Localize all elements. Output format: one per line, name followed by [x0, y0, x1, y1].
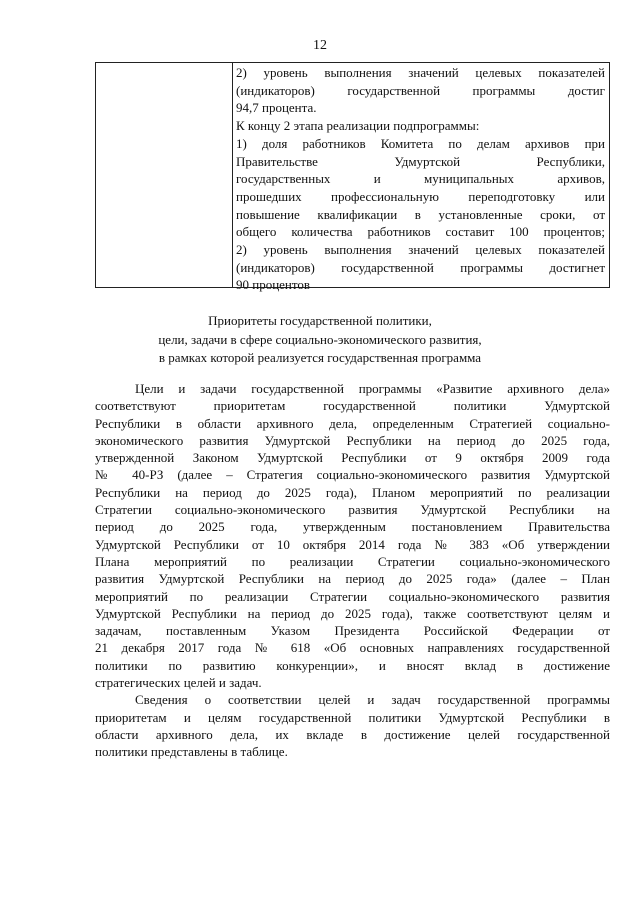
- paragraph-line: Республики в области архивного дела, определенным Стратегией социально-: [95, 415, 610, 431]
- paragraph-line: Республики на период до 2025 года), Планом мероприятий по реализации: [95, 484, 610, 500]
- program-table: [95, 62, 610, 293]
- table-line: повышение квалификации в установленные сроки, от: [236, 206, 605, 222]
- table-line: Правительстве Удмуртской Республики,: [236, 153, 605, 169]
- table-line: прошедших профессиональную переподготовку или: [236, 188, 605, 204]
- paragraph-line: Сведения о соответствии целей и задач государственной программы: [135, 692, 610, 708]
- table-line: 94,7 процента.: [236, 100, 317, 116]
- paragraph-line: области архивного дела, их вкладе в достижение целей государственной: [95, 726, 610, 742]
- paragraph-line: задачам, поставленным Указом Президента Российской Федерации от: [95, 623, 610, 639]
- paragraph-line: период до 2025 года, утвержденным постановлением Правительства: [95, 519, 610, 535]
- paragraph-line: соответствуют приоритетам государственной политики Удмуртской: [95, 398, 610, 414]
- table-line: К концу 2 этапа реализации подпрограммы:: [236, 118, 480, 134]
- table-right-cell: [236, 64, 605, 294]
- paragraph-line: стратегических целей и задач.: [95, 675, 262, 691]
- paragraph-line: утвержденной Законом Удмуртской Республики от 9 октября 2009 года: [95, 450, 610, 466]
- heading-line: Приоритеты государственной политики,: [208, 313, 432, 328]
- table-line: 1) доля работников Комитета по делам архивов при: [236, 135, 605, 151]
- paragraph-1: [95, 380, 610, 691]
- paragraph-line: № 40-РЗ (далее – Стратегия социально-экономического развития Удмуртской: [95, 467, 610, 483]
- table-line: (индикаторов) государственной программы достиг: [236, 82, 605, 98]
- heading-line: цели, задачи в сфере социально-экономического развития,: [158, 331, 482, 347]
- table-line: 2) уровень выполнения значений целевых показателей: [236, 65, 605, 80]
- table-line: 90 процентов: [236, 277, 311, 293]
- heading-line: в рамках которой реализуется государственная программа: [158, 350, 482, 365]
- paragraph-line: политики представлены в таблице.: [95, 744, 288, 760]
- paragraph-line: экономического развития Удмуртской Республики на период до 2025 года,: [95, 432, 610, 448]
- table-line: (индикаторов) государственной программы достигнет: [236, 259, 605, 275]
- paragraph-line: Удмуртской Республики от 10 октября 2014 года № 383 «Об утверждении: [95, 536, 610, 552]
- paragraph-line: мероприятий по реализации Стратегии социально-экономического развития: [95, 588, 610, 604]
- paragraph-line: приоритетам и целям государственной политики Удмуртской Республики в: [95, 709, 610, 725]
- paragraph-line: Стратегии социально-экономического развития Удмуртской Республики на: [95, 502, 610, 518]
- page-number: 12: [313, 38, 327, 53]
- table-line: общего количества работников составит 100 процентов;: [236, 224, 605, 240]
- section-heading: [0, 312, 640, 368]
- paragraph-line: Плана мероприятий по реализации Стратегии социально-экономического: [95, 553, 610, 569]
- paragraph-2: [95, 691, 610, 760]
- body-text: [95, 380, 610, 761]
- paragraph-line: Удмуртской Республики на период до 2025 года), также соответствуют целям и: [95, 605, 610, 621]
- table-left-cell: [96, 63, 233, 287]
- paragraph-line: политики по развитию конкуренции», и вносят вклад в достижение: [95, 657, 610, 673]
- paragraph-line: развития Удмуртской Республики на период до 2025 года» (далее – План: [95, 571, 610, 587]
- paragraph-line: 21 декабря 2017 года № 618 «Об основных направлениях государственной: [95, 640, 610, 656]
- paragraph-line: Цели и задачи государственной программы «Развитие архивного дела»: [135, 381, 610, 396]
- table-line: 2) уровень выполнения значений целевых показателей: [236, 242, 605, 258]
- table-line: государственных и муниципальных архивов,: [236, 171, 605, 187]
